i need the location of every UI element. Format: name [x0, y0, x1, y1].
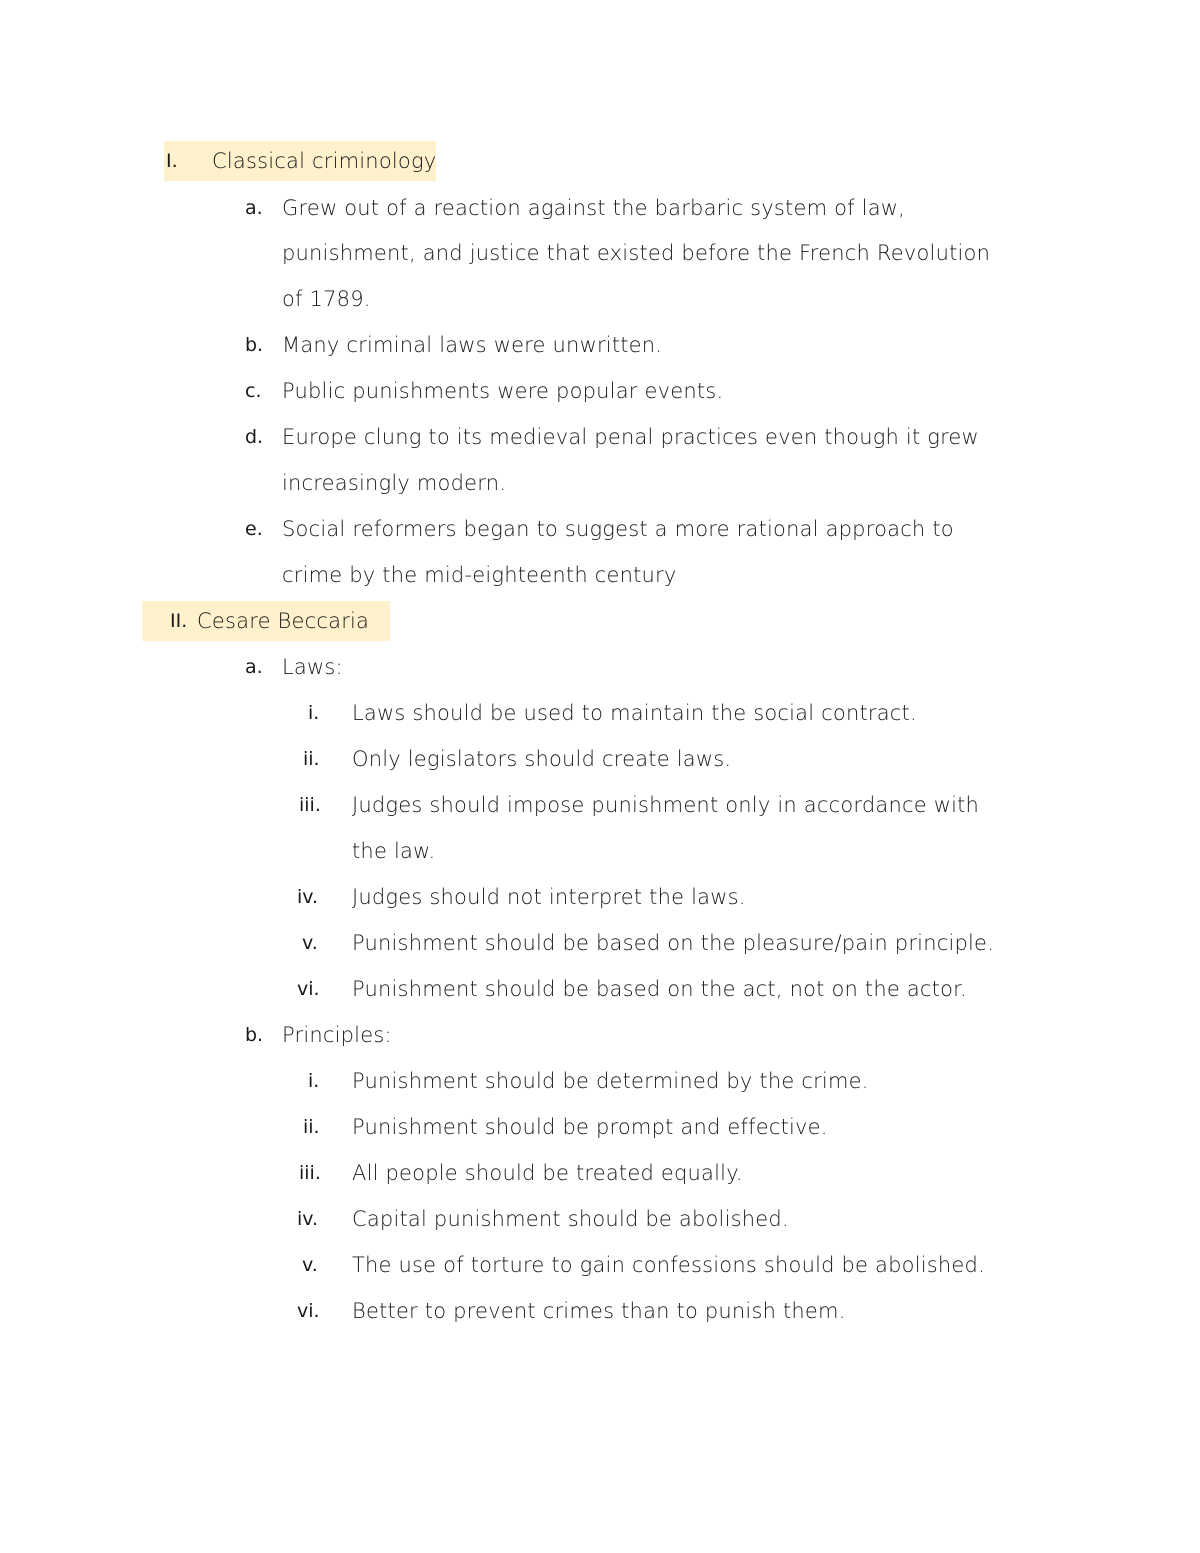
subitem-text: the law.	[352, 839, 436, 863]
subitem-text: Laws should be used to maintain the social contract.	[352, 701, 917, 725]
section-1-marker: I.	[166, 150, 178, 172]
subitem-text: Only legislators should create laws.	[352, 747, 732, 771]
section-2-title: Cesare Beccaria	[197, 609, 370, 633]
subsection-principles-label: Principles:	[282, 1023, 392, 1047]
subitem-marker: ii.	[303, 748, 320, 770]
subsection-principles-marker: b.	[245, 1024, 264, 1046]
subitem-marker: i.	[308, 1070, 320, 1092]
subitem-text: Punishment should be prompt and effective.	[352, 1115, 828, 1139]
item-marker: e.	[245, 518, 263, 540]
subitem-marker: iii.	[299, 1162, 321, 1184]
item-text: of 1789.	[282, 287, 371, 311]
subitem-text: Capital punishment should be abolished.	[352, 1207, 789, 1231]
item-marker: c.	[245, 380, 262, 402]
subitem-text: The use of torture to gain confessions should be abolished.	[352, 1253, 985, 1277]
item-marker: b.	[245, 334, 264, 356]
subitem-marker: v.	[302, 932, 318, 954]
item-text: Grew out of a reaction against the barbaric system of law,	[282, 196, 906, 220]
subitem-text: Judges should not interpret the laws.	[352, 885, 746, 909]
item-text: Europe clung to its medieval penal practices even though it grew	[282, 425, 979, 449]
item-marker: d.	[245, 426, 264, 448]
subitem-text: Punishment should be based on the act, not on the actor.	[352, 977, 967, 1001]
item-text: crime by the mid-eighteenth century	[282, 563, 677, 587]
item-text: Social reformers began to suggest a more rational approach to	[282, 517, 954, 541]
item-text: Public punishments were popular events.	[282, 379, 724, 403]
subitem-text: Better to prevent crimes than to punish them.	[352, 1299, 846, 1323]
section-1-title: Classical criminology	[212, 149, 437, 173]
item-marker: a.	[245, 197, 263, 219]
subsection-laws-label: Laws:	[282, 655, 343, 679]
subitem-marker: iii.	[299, 794, 321, 816]
subitem-text: All people should be treated equally.	[352, 1161, 743, 1185]
item-text: punishment, and justice that existed before the French Revolution	[282, 241, 991, 265]
subitem-marker: iv.	[297, 886, 319, 908]
item-text: increasingly modern.	[282, 471, 507, 495]
subitem-marker: v.	[302, 1254, 318, 1276]
subitem-marker: vi.	[297, 978, 320, 1000]
subitem-marker: i.	[308, 702, 320, 724]
item-text: Many criminal laws were unwritten.	[282, 333, 663, 357]
subitem-text: Punishment should be based on the pleasure/pain principle.	[352, 931, 995, 955]
subitem-text: Punishment should be determined by the crime.	[352, 1069, 869, 1093]
subitem-marker: ii.	[303, 1116, 320, 1138]
subitem-marker: vi.	[297, 1300, 320, 1322]
subsection-laws-marker: a.	[245, 656, 263, 678]
subitem-text: Judges should impose punishment only in accordance with	[352, 793, 980, 817]
section-2-marker: II.	[170, 610, 188, 632]
subitem-marker: iv.	[297, 1208, 319, 1230]
